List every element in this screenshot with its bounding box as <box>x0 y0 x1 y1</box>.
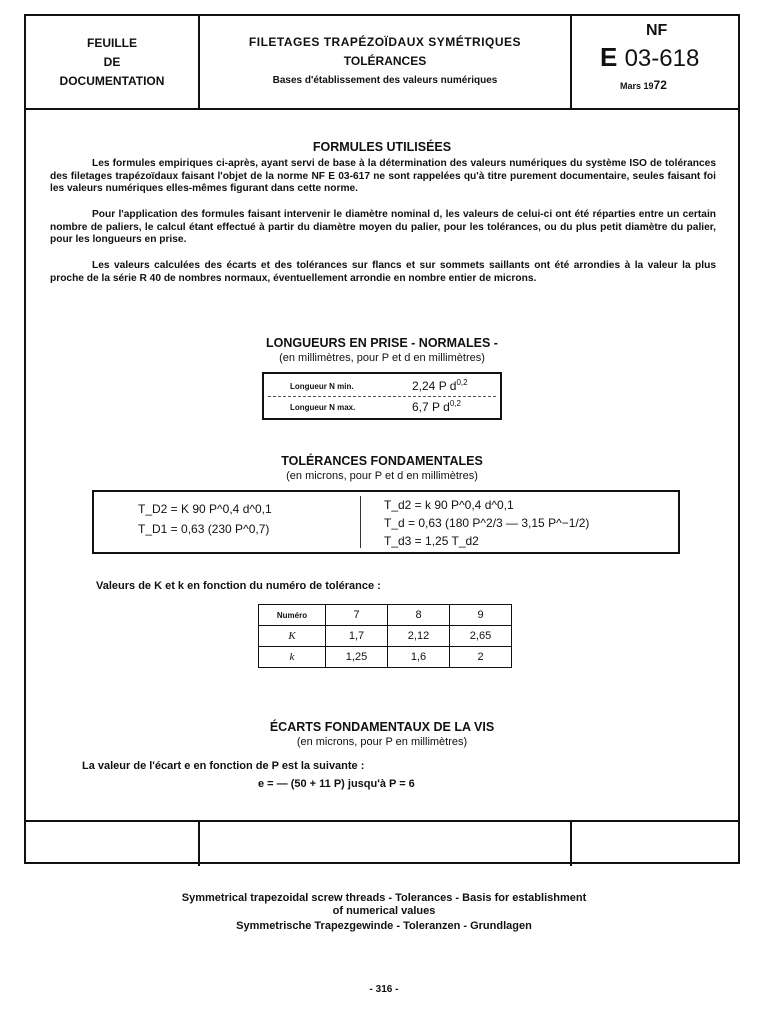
table-row <box>259 605 512 626</box>
tolerances-heading: TOLÉRANCES FONDAMENTALES <box>281 454 483 468</box>
table-cell: 8 <box>388 605 450 626</box>
table-cell: 1,6 <box>388 647 450 668</box>
p3-text: Les valeurs calculées des écarts et des tolérances sur flancs et sur sommets saillants ont été arrondies à la valeur la plus proche de la série R 40 de nombres normaux, éventuellement arrondie en nombre entier de microns. <box>50 260 716 284</box>
table-cell: K <box>259 626 326 647</box>
table-cell: k <box>259 647 326 668</box>
standard-date <box>620 78 667 92</box>
p2-text: Pour l'application des formules faisant intervenir le diamètre nominal d, les valeurs de celui-ci ont été réparties entre un certain nombre de paliers, le calcul étant effectué à partir du diamètre moyen du palier, pour les tolérances, ou du plus petit diamètre du palier, pour les longueurs en prise. <box>50 209 716 245</box>
lengths-box <box>262 372 502 420</box>
doc-type-line2: DE <box>103 54 121 69</box>
english-title <box>0 892 768 918</box>
length-min-formula: 2,24 P d <box>412 379 457 393</box>
doc-type-line3: DOCUMENTATION <box>59 73 165 88</box>
tolerances-subheading: (en microns, pour P et d en millimètres) <box>286 470 478 482</box>
table-cell: 7 <box>326 605 388 626</box>
length-min-exp: 0,2 <box>456 378 468 387</box>
kk-intro: Valeurs de K et k en fonction du numéro de tolérance : <box>96 580 381 592</box>
footer-row <box>26 820 738 866</box>
code-number: 03-618 <box>624 45 700 72</box>
length-max-label: Longueur N max. <box>290 403 356 412</box>
table-row <box>259 626 512 647</box>
code-letter: E <box>600 42 618 72</box>
doc-title <box>200 16 572 108</box>
lengths-heading: LONGUEURS EN PRISE - NORMALES - <box>266 336 498 350</box>
nf-label: NF <box>646 22 668 39</box>
date-year: 72 <box>653 78 667 92</box>
ecarts-formula: e = — (50 + 11 P) jusqu'à P = 6 <box>258 778 415 790</box>
title-line3: Bases d'établissement des valeurs numériques <box>272 75 498 86</box>
german-title: Symmetrische Trapezgewinde - Toleranzen - Grundlagen <box>236 920 532 932</box>
length-max-exp: 0,2 <box>449 399 461 408</box>
table-cell: 9 <box>450 605 512 626</box>
ecarts-heading: ÉCARTS FONDAMENTAUX DE LA VIS <box>269 720 495 734</box>
ecarts-subheading: (en microns, pour P en millimètres) <box>296 736 468 748</box>
page-number: - 316 - <box>369 984 399 995</box>
tol-d3: T_d3 = 1,25 T_d2 <box>384 534 479 548</box>
title-line2: TOLÉRANCES <box>343 54 427 68</box>
tolerances-box <box>92 490 680 554</box>
p1-text: Les formules empiriques ci-après, ayant servi de base à la détermination des valeurs numériques du système ISO de tolérances des filetages trapézoïdaux faisant l'objet de la norme NF E 03-617 ne sont rappelées qu'à titre purement documentaire, seules faisant foi les valeurs numériques elles-mêmes figurant dans cette norme. <box>50 158 716 194</box>
tol-td1: T_D1 = 0,63 (230 P^0,7) <box>138 522 270 536</box>
tol-d: T_d = 0,63 (180 P^2/3 — 3,15 P^−1/2) <box>384 516 590 530</box>
date-month: Mars 19 <box>620 81 654 91</box>
length-max-value <box>412 399 461 414</box>
ecarts-line: La valeur de l'écart e en fonction de P est la suivante : <box>82 760 365 772</box>
header <box>26 16 738 110</box>
length-min-label: Longueur N min. <box>290 382 354 391</box>
doc-type <box>26 16 200 108</box>
table-cell: 2,12 <box>388 626 450 647</box>
footer-divider-1 <box>198 822 200 866</box>
standard-code <box>600 42 699 73</box>
table-cell: 1,25 <box>326 647 388 668</box>
standard-ref <box>572 16 738 108</box>
formulas-paragraph-3 <box>50 260 716 285</box>
english-title-line1: Symmetrical trapezoidal screw threads - Tolerances - Basis for establishment <box>181 892 587 904</box>
title-line1: FILETAGES TRAPÉZOÏDAUX SYMÉTRIQUES <box>248 35 522 49</box>
footer-divider-2 <box>570 822 572 866</box>
formulas-paragraph-2 <box>50 209 716 247</box>
table-cell: 2,65 <box>450 626 512 647</box>
table-cell: 1,7 <box>326 626 388 647</box>
table-cell: 2 <box>450 647 512 668</box>
tol-d2: T_d2 = k 90 P^0,4 d^0,1 <box>384 498 514 512</box>
length-max-formula: 6,7 P d <box>412 400 450 414</box>
lengths-subheading: (en millimètres, pour P et d en millimètres) <box>279 352 485 364</box>
length-min-value <box>412 378 468 393</box>
document-frame <box>24 14 740 864</box>
kk-table <box>258 604 512 668</box>
english-title-line2: of numerical values <box>332 905 436 917</box>
table-cell: Numéro <box>259 605 326 626</box>
formulas-heading: FORMULES UTILISÉES <box>312 140 452 154</box>
tol-td2: T_D2 = K 90 P^0,4 d^0,1 <box>138 502 272 516</box>
lengths-divider <box>268 396 496 397</box>
table-row <box>259 647 512 668</box>
tolerances-divider <box>360 496 361 548</box>
doc-type-line1: FEUILLE <box>87 35 137 50</box>
formulas-paragraph-1 <box>50 158 716 196</box>
